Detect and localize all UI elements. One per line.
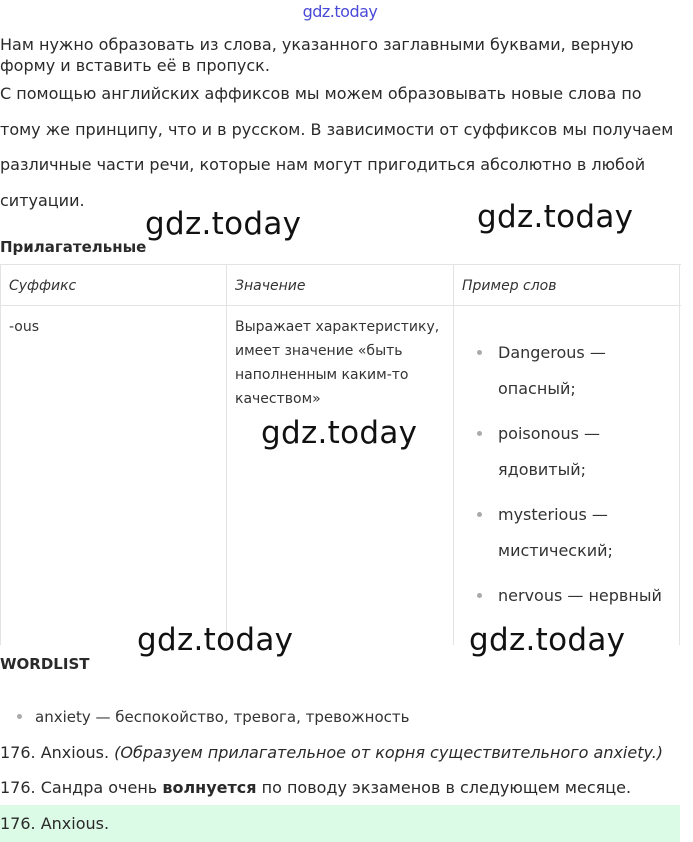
bullet-icon [477,431,482,436]
site-logo: gdz.today [302,2,378,21]
sentence-end: по поводу экзаменов в следующем месяце. [256,778,632,797]
watermark: gdz.today [477,199,634,235]
intro-clipped-line [0,56,270,75]
paragraph-line: тому же принципу, что и в русском. В зависимости от суффиксов мы получаем [0,120,674,139]
bullet-icon [477,512,482,517]
table-header-meaning: Значение [235,278,306,294]
meaning-line: наполненным каким-то [235,367,409,383]
watermark: gdz.today [469,622,626,658]
bullet-icon [17,714,22,719]
watermark: gdz.today [261,415,418,451]
list-item [477,416,693,488]
answer-box [0,805,680,842]
list-item [477,335,693,407]
example-word: Dangerous — [498,343,606,362]
explanation-note: (Образуем прилагательное от корня существительного anxiety.) [114,743,664,762]
bullet-icon [477,350,482,355]
watermark: gdz.today [145,206,302,242]
explanation-number: 176. Anxious. [0,743,110,762]
table-divider [226,265,227,645]
intro-clipped-text: форму и вставить её в пропуск. [0,56,270,75]
paragraph-line: ситуации. [0,191,85,210]
example-word: nervous — нервный [498,586,662,605]
table-header-suffix: Суффикс [9,278,77,294]
table-header-divider [1,305,681,306]
sentence-line [0,778,631,797]
table-cell-meaning [235,315,439,411]
sentence-start: 176. Сандра очень [0,778,163,797]
meaning-line: Выражает характеристику, [235,319,440,335]
intro-line: Нам нужно образовать из слова, указанного заглавными буквами, верную [0,35,634,54]
explanation-line [0,743,663,762]
example-word: poisonous — [498,424,601,443]
example-word: mysterious — [498,505,608,524]
table-cell-suffix: -ous [9,319,40,335]
list-item [477,578,693,614]
watermark: gdz.today [137,622,294,658]
example-translation: мистический; [498,541,613,560]
suffix-table [0,264,681,645]
example-translation: опасный; [498,379,576,398]
example-translation: ядовитый; [498,460,587,479]
answer-text: 176. Anxious. [0,814,110,833]
list-item [477,497,693,569]
table-header-examples: Пример слов [462,278,557,294]
table-divider [453,265,454,645]
example-list [477,335,693,623]
section-heading: Прилагательные [0,238,147,256]
wordlist-heading: WORDLIST [0,655,90,673]
meaning-line: качеством» [235,391,321,407]
wordlist-text: anxiety — беспокойство, тревога, тревожность [35,708,410,726]
wordlist-item [0,708,409,726]
bullet-icon [477,593,482,598]
paragraph-line: различные части речи, которые нам могут пригодиться абсолютно в любой [0,155,646,174]
sentence-keyword: волнуется [162,778,257,797]
meaning-line: имеет значение «быть [235,343,403,359]
paragraph-line: С помощью английских аффиксов мы можем образовывать новые слова по [0,84,642,103]
